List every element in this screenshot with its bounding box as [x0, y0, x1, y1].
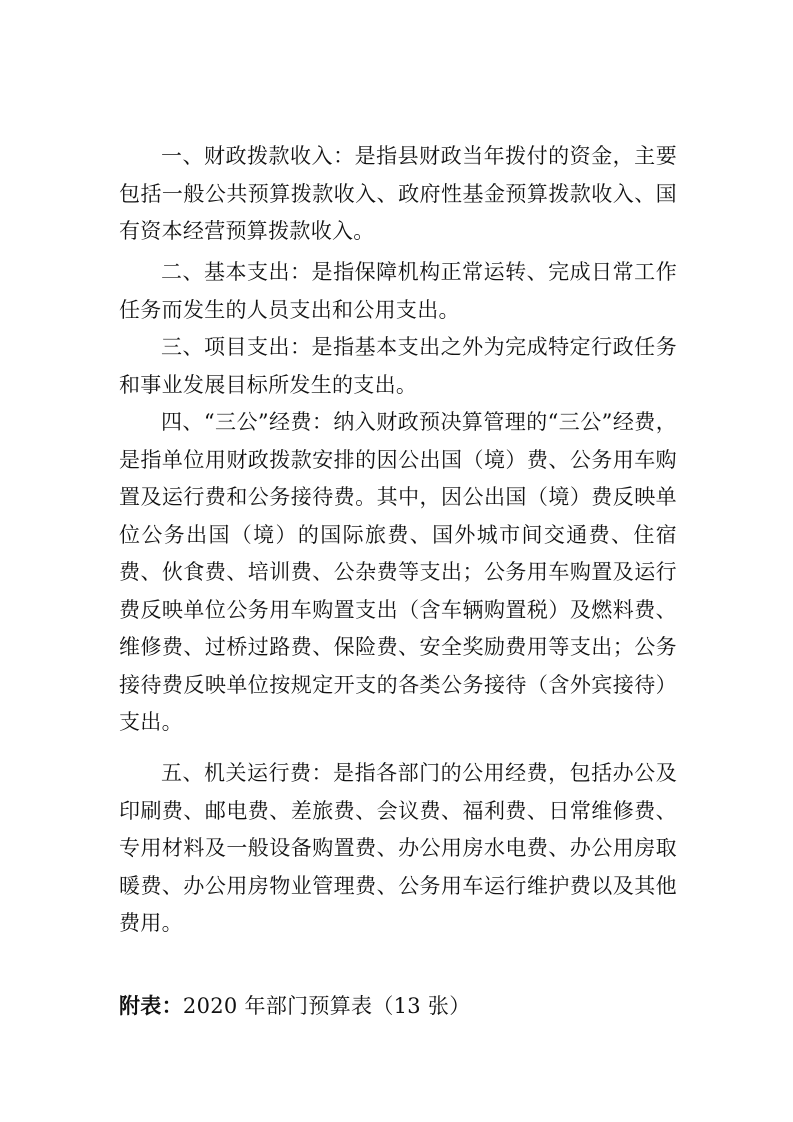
definition-fiscal-appropriation-income: 一、财政拨款收入：是指县财政当年拨付的资金，主要包括一般公共预算拨款收入、政府性基金预算拨款收入、国有资本经营预算拨款收入。 — [119, 144, 677, 243]
definition-basic-expenditure: 二、基本支出：是指保障机构正常运转、完成日常工作任务而发生的人员支出和公用支出。 — [119, 260, 677, 322]
definition-agency-operating-expenses: 五、机关运行费：是指各部门的公用经费，包括办公及印刷费、邮电费、差旅费、会议费、福利费、日常维修费、专用材料及一般设备购置费、办公用房水电费、办公用房取暖费、办公用房物业管理费、公务用车运行维护费以及其他费用。 — [119, 761, 677, 935]
appendix-text: 2020 年部门预算表（13 张） — [182, 994, 471, 1018]
definition-project-expenditure: 三、项目支出：是指基本支出之外为完成特定行政任务和事业发展目标所发生的支出。 — [119, 335, 677, 397]
definition-three-public-expenses: 四、“三公”经费：纳入财政预决算管理的“三公”经费，是指单位用财政拨款安排的因公出国（境）费、公务用车购置及运行费和公务接待费。其中，因公出国（境）费反映单位公务出国（境）的国际旅费、国外城市间交通费、住宿费、伙食费、培训费、公杂费等支出；公务用车购置及运行费反映单位公务用车购置支出（含车辆购置税）及燃料费、维修费、过桥过路费、保险费、安全奖励费用等支出；公务接待费反映单位按规定开支的各类公务接待（含外宾接待）支出。 — [119, 410, 677, 734]
appendix-label: 附表： — [119, 993, 183, 1018]
appendix-line — [119, 987, 677, 1026]
